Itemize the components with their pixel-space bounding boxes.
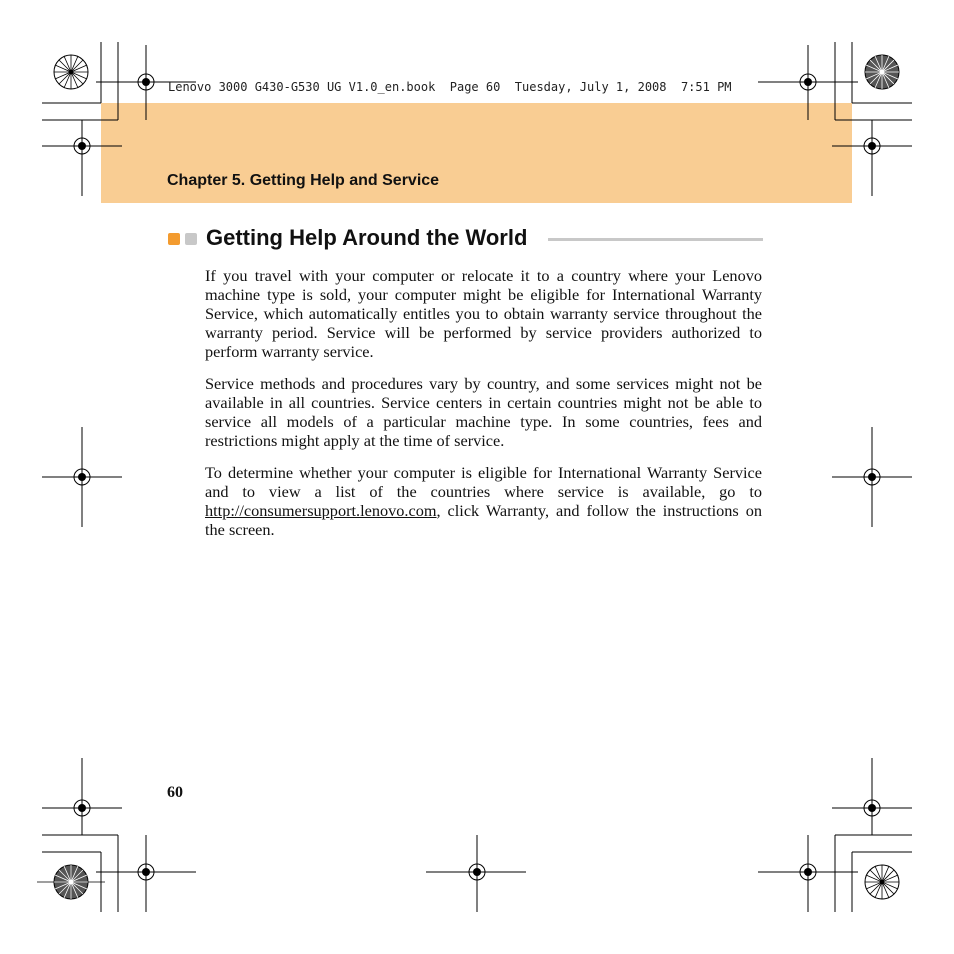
section-title: Getting Help Around the World [206, 225, 528, 250]
paragraph-3 [205, 463, 762, 539]
paragraph-2: Service methods and procedures vary by country, and some services might not be available in all countries. Service centers in certain countries might not be able to service all models of a particular machine type. In some countries, fees and restrictions might apply at the time of service. [205, 374, 762, 450]
paragraph-3-text-end: , click Warranty, and follow the instructions on the screen. [205, 501, 762, 539]
body-text [205, 266, 762, 552]
page-number: 60 [167, 784, 183, 801]
gray-square-icon [185, 233, 197, 245]
paragraph-1: If you travel with your computer or relocate it to a country where your Lenovo machine type is sold, your computer might be eligible for International Warranty Service, which automatically entitles you to obtain warranty service throughout the warranty period. Service will be performed by service providers authorized to perform warranty service. [205, 266, 762, 361]
consumer-support-link[interactable]: http://consumersupport.lenovo.com [205, 501, 437, 520]
print-slug: Lenovo 3000 G430-G530 UG V1.0_en.book Page 60 Tuesday, July 1, 2008 7:51 PM [168, 80, 732, 94]
section-heading [168, 225, 763, 255]
chapter-title: Chapter 5. Getting Help and Service [167, 172, 440, 189]
paragraph-3-text: To determine whether your computer is eligible for International Warranty Service and to view a list of the countries where service is available, go to [205, 463, 762, 501]
orange-square-icon [168, 233, 180, 245]
heading-rule [548, 238, 763, 241]
